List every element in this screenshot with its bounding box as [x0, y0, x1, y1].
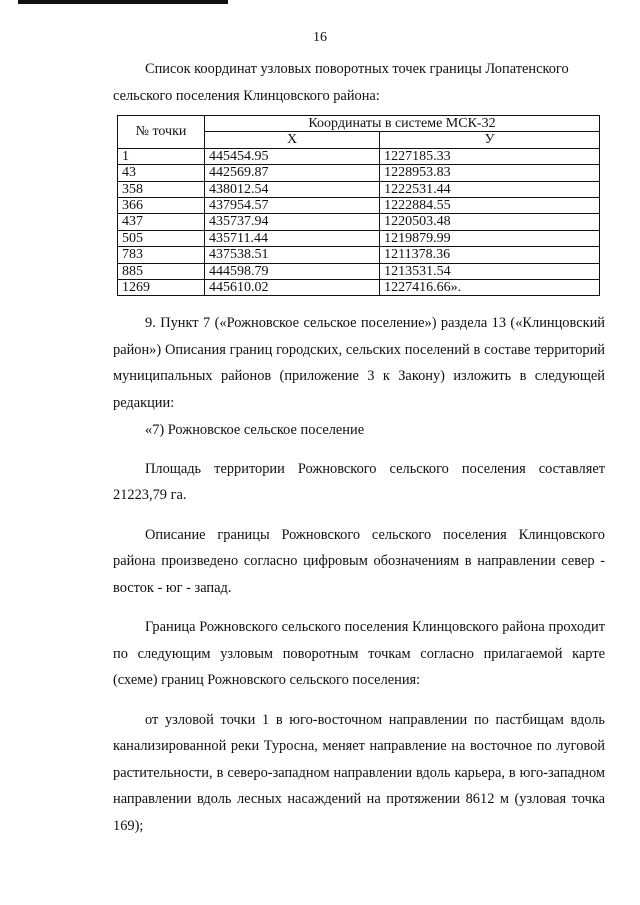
settlement-heading: «7) Рожновское сельское поселение	[145, 422, 365, 439]
intro-line-2: сельского поселения Клинцовского района:	[113, 87, 380, 104]
y-column-header: У	[380, 132, 600, 148]
y-coordinate-cell: 1219879.99	[380, 230, 600, 246]
y-coordinate-cell: 1227416.66».	[380, 280, 600, 296]
table-row	[118, 247, 600, 263]
y-coordinate-cell: 1213531.54	[380, 263, 600, 279]
table-row	[118, 214, 600, 230]
y-coordinate-cell: 1222884.55	[380, 198, 600, 214]
y-coordinate-cell: 1211378.36	[380, 247, 600, 263]
point-cell: 1	[118, 148, 205, 164]
table-row	[118, 280, 600, 296]
top-rule	[18, 0, 228, 4]
table-row	[118, 263, 600, 279]
x-coordinate-cell: 445610.02	[205, 280, 380, 296]
x-coordinate-cell: 437954.57	[205, 198, 380, 214]
coordinate-system-header: Координаты в системе МСК-32	[205, 116, 600, 132]
description-paragraph: Описание границы Рожновского сельского поселения Клинцовского района произведено согласно цифровым обозначениям в направлении север - восток - юг - запад.	[113, 526, 605, 596]
x-column-header: X	[205, 132, 380, 148]
y-coordinate-cell: 1222531.44	[380, 181, 600, 197]
table-row	[118, 198, 600, 214]
point-cell: 437	[118, 214, 205, 230]
segment-paragraph: от узловой точки 1 в юго-восточном направлении по пастбищам вдоль канализированной реки Туросна, меняет направление на восточное по луговой растительности, в северо-западном направлении вдоль карьера, в юго-западном направлении вдоль лесных насаждений на протяжении 8612 м (узловая точка 169);	[113, 711, 605, 834]
x-coordinate-cell: 437538.51	[205, 247, 380, 263]
x-coordinate-cell: 445454.95	[205, 148, 380, 164]
boundary-paragraph: Граница Рожновского сельского поселения Клинцовского района проходит по следующим узловым поворотным точкам согласно прилагаемой карте (схеме) границ Рожновского сельского поселения:	[113, 619, 605, 689]
x-coordinate-cell: 438012.54	[205, 181, 380, 197]
x-coordinate-cell: 444598.79	[205, 263, 380, 279]
table-row	[118, 230, 600, 246]
point-cell: 885	[118, 263, 205, 279]
table-row	[118, 165, 600, 181]
point-cell: 1269	[118, 280, 205, 296]
coordinates-table	[117, 115, 600, 296]
y-coordinate-cell: 1220503.48	[380, 214, 600, 230]
y-coordinate-cell: 1228953.83	[380, 165, 600, 181]
point-cell: 783	[118, 247, 205, 263]
document-body	[113, 56, 605, 839]
x-coordinate-cell: 442569.87	[205, 165, 380, 181]
point-cell: 366	[118, 198, 205, 214]
x-coordinate-cell: 435711.44	[205, 230, 380, 246]
paragraph-9: 9. Пункт 7 («Рожновское сельское поселение») раздела 13 («Клинцовский район») Описания границ городских, сельских поселений в составе территорий муниципальных районов (приложение 3 к Закону) изложить в следующей редакции:	[113, 315, 605, 411]
y-coordinate-cell: 1227185.33	[380, 148, 600, 164]
area-paragraph: Площадь территории Рожновского сельского поселения составляет 21223,79 га.	[113, 460, 605, 504]
page-number: 16	[313, 30, 327, 45]
table-row	[118, 148, 600, 164]
x-coordinate-cell: 435737.94	[205, 214, 380, 230]
point-cell: 43	[118, 165, 205, 181]
point-cell: 505	[118, 230, 205, 246]
point-column-header: № точки	[118, 116, 205, 149]
point-cell: 358	[118, 181, 205, 197]
intro-line-1: Список координат узловых поворотных точек границы Лопатенского	[145, 61, 569, 77]
coordinates-table-body	[118, 148, 600, 296]
table-row	[118, 181, 600, 197]
